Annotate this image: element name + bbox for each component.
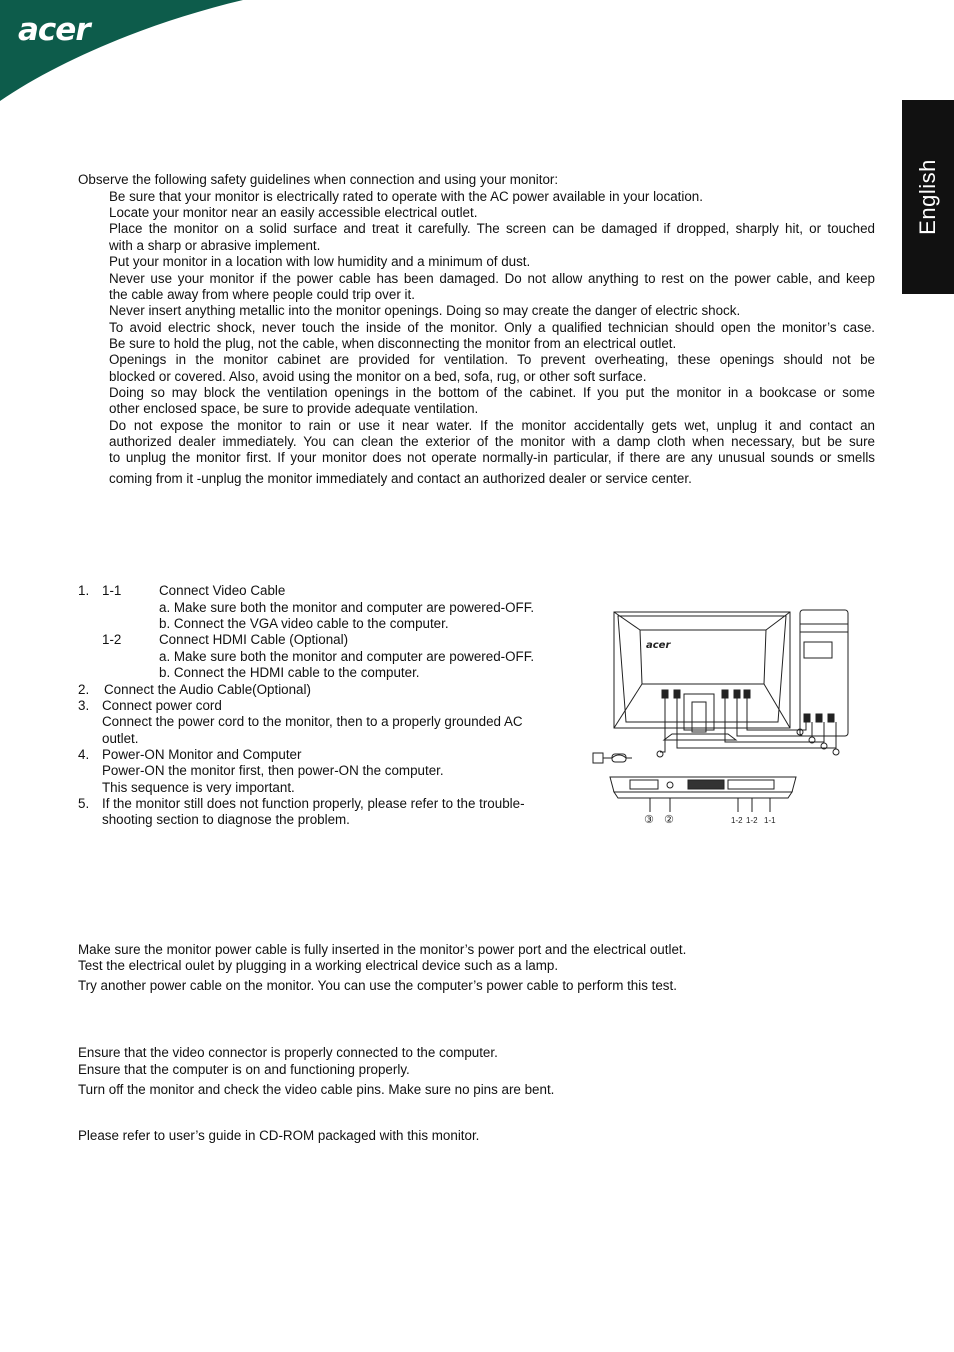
- safety-line: Never insert anything metallic into the monitor openings. Doing so may create the danger of electric shock.: [109, 303, 741, 318]
- step-text: shooting section to diagnose the problem.: [102, 812, 350, 827]
- safety-line: to unplug the monitor first. If your monitor does not operate normally-in particular, if there are any unusual sounds or smells: [109, 450, 875, 465]
- language-tab: [902, 100, 954, 294]
- safety-line: Openings in the monitor cabinet are provided for ventilation. To prevent overheating, these openings should not be: [109, 352, 875, 367]
- safety-line: Doing so may block the ventilation openings in the bottom of the cabinet. If you put the monitor in a bookcase or some: [109, 385, 875, 400]
- footer-note: Please refer to user’s guide in CD-ROM packaged with this monitor.: [78, 1128, 480, 1143]
- safety-line: other enclosed space, be sure to provide adequate ventilation.: [109, 401, 479, 416]
- safety-line: Be sure that your monitor is electrically rated to operate with the AC power available in your location.: [109, 189, 703, 204]
- callout-label: 1-2: [746, 816, 758, 825]
- step-text: outlet.: [102, 731, 139, 746]
- safety-line: authorized dealer immediately. You can clean the exterior of the monitor with a damp cloth when necessary, but be sure: [109, 434, 875, 449]
- step-number: 2.: [78, 682, 90, 697]
- language-tab-label: English: [915, 159, 940, 235]
- safety-line: blocked or covered. Also, avoid using the monitor on a bed, sofa, rug, or other soft surface.: [109, 369, 647, 384]
- step-number: 4.: [78, 747, 90, 762]
- computer-tower-illustration: [800, 610, 848, 736]
- step-text: b. Connect the HDMI cable to the computer.: [159, 665, 420, 680]
- connection-diagram: [588, 602, 858, 830]
- step-text: a. Make sure both the monitor and computer are powered-OFF.: [159, 649, 535, 664]
- video-check-line: Ensure that the computer is on and functioning properly.: [78, 1062, 410, 1077]
- monitor-illustration: [614, 612, 790, 740]
- step-text: b. Connect the VGA video cable to the computer.: [159, 616, 449, 631]
- safety-line: Locate your monitor near an easily accessible electrical outlet.: [109, 205, 478, 220]
- power-check-line: Make sure the monitor power cable is fully inserted in the monitor’s power port and the electrical outlet.: [78, 942, 687, 957]
- step-text: Connect the power cord to the monitor, then to a properly grounded AC: [102, 714, 523, 729]
- callout-label: ②: [664, 814, 674, 826]
- step-text: a. Make sure both the monitor and computer are powered-OFF.: [159, 600, 535, 615]
- safety-line: Place the monitor on a solid surface and treat it carefully. The screen can be damaged if dropped, sharply hit, or touched: [109, 221, 875, 236]
- step-number: 3.: [78, 698, 90, 713]
- callout-label: 1-2: [731, 816, 743, 825]
- safety-intro: Observe the following safety guidelines when connection and using your monitor:: [78, 172, 559, 187]
- power-check-line: Try another power cable on the monitor. You can use the computer’s power cable to perform this test.: [78, 978, 677, 993]
- power-check-line: Test the electrical oulet by plugging in a working electrical device such as a lamp.: [78, 958, 559, 973]
- safety-line: Put your monitor in a location with low humidity and a minimum of dust.: [109, 254, 531, 269]
- safety-line: To avoid electric shock, never touch the inside of the monitor. Only a qualified technician should open the monitor’s case.: [109, 320, 875, 335]
- video-check-line: Turn off the monitor and check the video cable pins. Make sure no pins are bent.: [78, 1082, 555, 1097]
- acer-logo: acer: [18, 12, 90, 48]
- step-number: 1-1: [102, 583, 122, 598]
- safety-line: the cable away from where people could trip over it.: [109, 287, 415, 302]
- safety-line: Be sure to hold the plug, not the cable, when disconnecting the monitor from an electrical outlet.: [109, 336, 677, 351]
- connector-panel-illustration: [610, 777, 796, 826]
- callout-label: 1-1: [764, 816, 776, 825]
- cables-illustration: [593, 698, 839, 763]
- step-title: Connect the Audio Cable(Optional): [104, 682, 311, 697]
- safety-line: Never use your monitor if the power cable has been damaged. Do not allow anything to rest on the power cable, and keep: [109, 271, 875, 286]
- step-text: This sequence is very important.: [102, 780, 295, 795]
- monitor-logo: acer: [646, 640, 671, 651]
- step-text: Power-ON the monitor first, then power-ON the computer.: [102, 763, 444, 778]
- step-number: 1-2: [102, 632, 122, 647]
- safety-line: Do not expose the monitor to rain or use it near water. If the monitor accidentally gets wet, unplug it and contact an: [109, 418, 875, 433]
- step-title: Power-ON Monitor and Computer: [102, 747, 302, 762]
- step-number: 5.: [78, 796, 90, 811]
- callout-label: ③: [644, 814, 654, 826]
- safety-line: with a sharp or abrasive implement.: [109, 238, 321, 253]
- video-check-line: Ensure that the video connector is properly connected to the computer.: [78, 1045, 498, 1060]
- step-title: Connect Video Cable: [159, 583, 286, 598]
- step-text: If the monitor still does not function properly, please refer to the trouble-: [102, 796, 525, 811]
- step-title: Connect power cord: [102, 698, 222, 713]
- step-title: Connect HDMI Cable (Optional): [159, 632, 349, 647]
- safety-line: coming from it -unplug the monitor immediately and contact an authorized dealer or service center.: [109, 471, 692, 486]
- step-number: 1.: [78, 583, 90, 598]
